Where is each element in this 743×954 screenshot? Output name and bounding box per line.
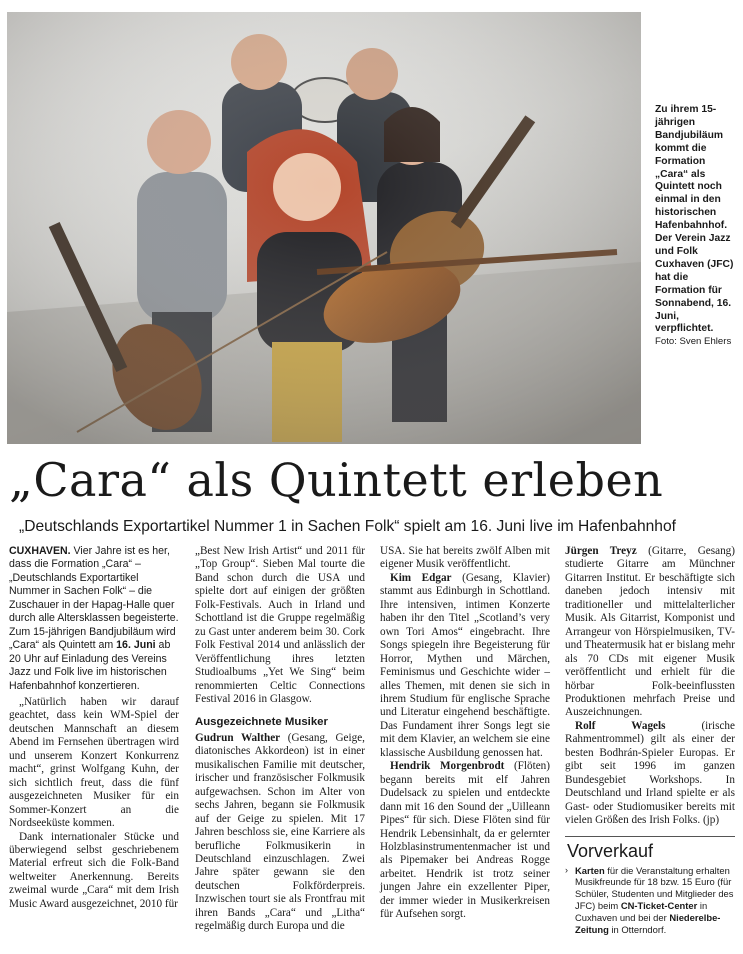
caption-text: kommt die Formation „Cara“ als Quintett noch einmal in den historischen Hafenbahnhof. Der Verein Jazz und Folk Cuxhaven (JFC) hat die Formation für [655,142,734,296]
article-headline: „Cara“ als Quintett erleben [9,453,664,507]
paragraph [380,572,550,760]
band-photo-illustration [7,12,641,444]
lead-date: 16. Juni [116,639,156,652]
paragraph: „Natürlich haben wir darauf geachtet, dass kein WM-Spiel der deutschen Mannschaft an diesem Abend im Fernsehen übertragen wird und unserem Konzert Konkurrenz macht“, grinst Wolfgang Kuhn, der sich sichtlich freut, dass die fünf ausgezeichneten Musiker für ein Sommer-Konzert an die Nordseeküste kommen. [9,695,179,830]
vorverkauf-info [565,865,735,936]
article-column-1 [9,545,179,911]
section-heading: Ausgezeichnete Musiker [195,716,328,729]
musician-name: Rolf Wagels [575,719,666,732]
tickets-label: Karten [575,864,605,876]
vorverkauf-text: in Otterndorf. [608,923,667,935]
paragraph [380,760,550,921]
musician-name: Hendrik Morgenbrodt [390,760,505,773]
lead-text: Vier Jahre ist es her, dass die Formation „Cara“ – „Deutschlands Exportartikel Nummer in Sachen Folk“ – die Zuschauer in der Hapag-Halle quer durch alle Altersklassen begeisterte. Zum 15-jährigen Bandjubiläum wird „Cara“ als Quintett am [9,545,179,652]
paragraph-text: (Gesang, Geige, diatonisches Akkordeon) ist in einer musikalischen Familie mit deutscher, irischer und französischer Folkmusik aufgewachsen. Schon im Alter von sechs Jahren, begann sie Folkmusik auf der Geige zu spielen. Mit 17 Jahren beschloss sie, eine Karriere als berufliche Folkmusikerin in Deutschland einzuschlagen. Zwei Jahre später gewann sie den deutschen Folkförderpreis. Inzwischen tourt sie als Frontfrau mit ihren Bands „Cara“ und „Litha“ regelmäßig durch Europa und die [195,731,365,933]
paragraph-text: (Flöten) begann bereits mit elf Jahren Dudelsack zu spielen und entdeckte dann mit 16 den Sound der „Uilleann Pipes“ für sich. Diese Flöten sind für Hendrik Lebensinhalt, da er gelernter Holzblasinstrumentenmacher ist und als Pipemaker bei Andreas Rogge arbeitet. Hendrik ist trotz seiner jungen Jahre ein exzellenter Piper, der immer wieder in Musikerkreisen für Aufsehen sorgt. [380,760,550,921]
musician-name: Kim Edgar [390,571,452,584]
paragraph: Dank internationaler Stücke und überwiegend selbst geschriebenem Material erfreut sich die Folk-Band weltweiter Anerkennung. Bereits zweimal wurde „Cara“ mit dem Irish Music Award ausgezeichnet, 2010 für [9,830,179,910]
photo-credit: Foto: Sven Ehlers [655,336,732,348]
dateline: CUXHAVEN. [9,545,71,557]
lead-text-end: ab 20 Uhr auf Einladung des Vereins Jazz und Folk live im historischen Hafenbahnhof konzertieren. [9,639,171,692]
article-column-4 [565,545,735,935]
band-photo [7,12,641,444]
musician-name: Gudrun Walther [195,731,281,744]
ticket-center: CN-Ticket-Center [620,899,698,911]
article-column-2 [195,545,365,934]
article-subheadline: „Deutschlands Exportartikel Nummer 1 in Sachen Folk“ spielt am 16. Juni live im Hafenbahnhof [19,518,676,535]
paragraph: USA. Sie hat bereits zwölf Alben mit eigener Musik veröffentlicht. [380,545,550,571]
caption-text-end: , verpflichtet. [655,310,714,335]
lead-paragraph [9,545,179,693]
paragraph [195,732,365,934]
paragraph: „Best New Irish Artist“ und 2011 für „Top Group“. Sieben Mal tourte die Band schon durch die USA und spielte dort auf einigen der größten Folk-Festivals. Auch in Irland und Schottland ist die Gruppe regelmäßig zu Gast unter anderem beim 30. Cork Folk Festival 2014 und anlässlich der Veröffentlichung ihres letzten Studioalbums „Yet We Sing“ beim renommierten Celtic Connections Festival 2016 in Glasgow. [195,545,365,705]
caption-date: Sonnabend, 16. Juni [655,297,732,322]
paragraph [565,545,735,720]
caption-bold-intro: Zu ihrem 15-jährigen Bandjubiläum [655,104,724,141]
vorverkauf-heading: Vorverkauf [567,840,654,861]
musician-name: Jürgen Treyz [565,545,637,557]
vorverkauf-text: in Cuxhaven und bei der [575,899,708,923]
vorverkauf-text: für die Veranstaltung erhalten Musikfreunde für 18 bzw. 15 Euro (für Schüler, Studenten und Mitglieder des JFC) beim [575,864,734,911]
paragraph [565,720,735,828]
newspaper-name: Niederelbe-Zeitung [575,911,721,935]
divider [565,836,735,837]
paragraph-text: (irische Rahmentrommel) gilt als einer der besten Bodhrán-Spieler Europas. Er gibt seit 1996 im ganzen Bundesgebiet Workshops. In Deutschland und Irland spielte er als Gast- oder Studiomusiker bereits mit vielen Größen des Irish Folks. (jp) [565,719,735,827]
article-column-3 [380,545,550,922]
paragraph-text: (Gesang, Klavier) stammt aus Edinburgh in Schottland. Ihre intensiven, intimen Konzerte haben ihr den Titel „Scotland’s very own Tori Amos“ eingebracht. Ihre Songs spiegeln ihre Begeisterung für Horror, Mythen und Märchen, Feminismus und Geschichte wider – alles Themen, mit denen sie sich in ihrem Studium für englische Sprache und Literatur eingehend beschäftigte. Das Fundament ihrer Songs legt sie mit dem Klavier, an welchem sie eine klassische Ausbildung genossen hat. [380,571,550,759]
paragraph-text: (Gitarre, Gesang) studierte Gitarre am Münchner Gitarren Institut. Er beschäftigte sich daneben jedoch intensiv mit traditioneller und mittelalterlicher Musik. Als Gitarrist, Komponist und Arrangeur von Hörspielmusiken, TV- und Theatermusik hat er bislang mehr als 70 CDs mit eigener Musik veröffentlicht und erhielt für die hörbar Folk-beeinflussten Produktionen mehrfach Preise und Auszeichnungen. [565,545,736,719]
photo-caption [655,104,739,349]
bullet-icon: › [565,864,568,875]
